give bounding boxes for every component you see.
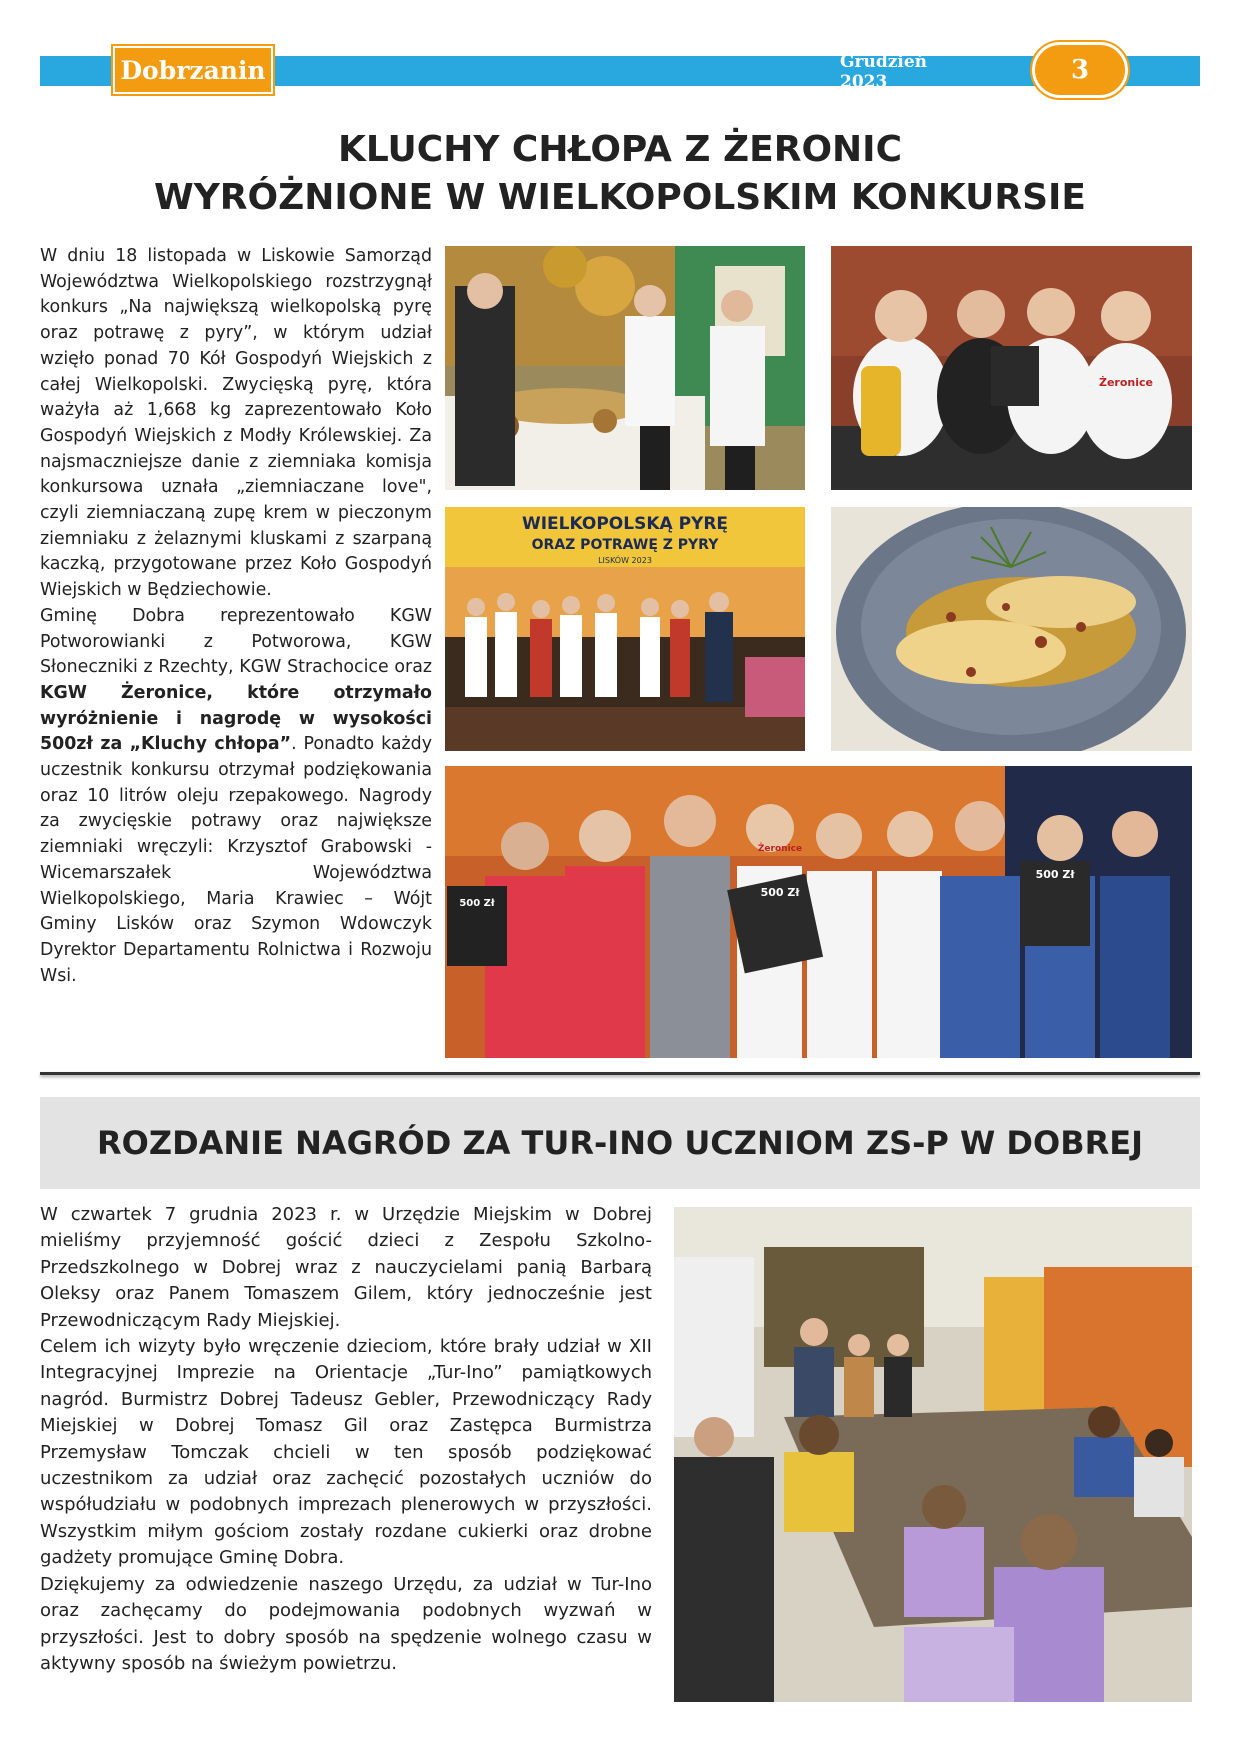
banner-line-3: LISKÓW 2023 xyxy=(598,556,652,565)
article2-paragraph-2: Celem ich wizyty było wręczenie dzieciom, które brały udział w XII Integracyjnej Imprezie na Orientacje „Tur-Ino” pamiątkowych nagród. Burmistrz Dobrej Tadeusz Gebler, Przewodniczący Rady Miejskiej w Dobrej Tomasz Gil oraz Zastępca Burmistrza Przemysław Tomczak chcieli w ten sposób podziękować uczestnikom za udział oraz zachęcić pozostałych uczniów do współudziału w podobnych imprezach plenerowych w przyszłości. Wszystkim miłym gościom zostały rozdane cukierki oraz drobne gadżety promujące Gminę Dobra. xyxy=(40,1336,652,1569)
photo-kluchy-chlopa-dish xyxy=(831,507,1192,751)
article1-body xyxy=(40,244,432,989)
article1-paragraph-2-end: . Ponadto każdy uczestnik konkursu otrzymał podziękowania oraz 10 litrów oleju rzepakowego. Nagrody za zwycięskie potrawy oraz największe ziemniaki wręczyli: Krzysztof Grabowski - Wicemarszałek Województwa Wielkopolskiego, Maria Krawiec – Wójt Gminy Lisków oraz Szymon Wdowczyk Dyrektor Departamentu Rolnictwa i Rozwoju Wsi. xyxy=(40,734,432,986)
photo-contest-table xyxy=(445,246,805,490)
article2-title: ROZDANIE NAGRÓD ZA TUR-INO UCZNIOM ZS-P W DOBREJ xyxy=(40,1097,1200,1189)
banner-line-2: ORAZ POTRAWĘ Z PYRY xyxy=(531,537,719,553)
publication-name: Dobrzanin xyxy=(113,46,273,94)
article1-paragraph-2-start: Gminę Dobra reprezentowało KGW Potworowianki z Potworowa, KGW Słoneczniki z Rzechty, KGW Strachocice oraz xyxy=(40,605,432,678)
article1-paragraph-2 xyxy=(40,604,432,990)
banner-line-1: WIELKOPOLSKĄ PYRĘ xyxy=(521,514,729,534)
prize-board-right: 500 Zł xyxy=(1035,868,1075,881)
article1-paragraph-2-bold: KGW Żeronice, które otrzymało wyróżnienie i nagrodę w wysokości 500zł za „Kluchy chłopa” xyxy=(40,682,432,755)
section-divider xyxy=(40,1072,1200,1075)
photo-shirt-text: Żeronice xyxy=(1098,376,1154,389)
article2-paragraph-3: Dziękujemy za odwiedzenie naszego Urzędu, za udział w Tur-Ino oraz zachęcamy do podejmowania podobnych wyzwań w przyszłości. Jest to dobry sposób na spędzenie wolnego czasu w aktywny sposób na świeżym powietrzu. xyxy=(40,1573,652,1674)
article1-title-line1: KLUCHY CHŁOPA Z ŻERONIC xyxy=(338,129,902,170)
page-number: 3 xyxy=(1032,42,1128,98)
article1-paragraph-1: W dniu 18 listopada w Liskowie Samorząd Województwa Wielkopolskiego rozstrzygnął konkurs „Na największą wielkopolską pyrę oraz potrawę z pyry”, w którym udział wzięło ponad 70 Kół Gospodyń Wiejskich z całej Wielkopolski. Zwycięską pyrę, która ważyła aż 1,668 kg zaprezentowało Koło Gospodyń Wiejskich z Modły Królewskiej. Za najsmaczniejsze danie z ziemniaka komisja konkursowa uznała „ziemniaczane love", czyli ziemniaczaną zupę krem w pieczonym ziemniaku z żelaznymi kluskami z szarpaną kaczką, przygotowane przez Koło Gospodyń Wiejskich w Będziechowie. xyxy=(40,246,432,601)
prize-board-left: 500 Zł xyxy=(459,898,495,909)
prize-board-center: 500 Zł xyxy=(760,886,800,899)
photo5-shirt-text: Żeronice xyxy=(757,844,803,854)
article1-title-line2: WYRÓŻNIONE W WIELKOPOLSKIM KONKURSIE xyxy=(154,177,1086,218)
article2-paragraph-1: W czwartek 7 grudnia 2023 r. w Urzędzie Miejskim w Dobrej mieliśmy przyjemność gościć dzieci z Zespołu Szkolno-Przedszkolnego w Dobrej wraz z nauczycielami panią Barbarą Oleksy oraz Panem Tomaszem Gilem, który jednocześnie jest Przewodniczącym Rady Miejskiej. xyxy=(40,1204,652,1331)
article1-title xyxy=(40,126,1200,222)
photo-children-meeting-room xyxy=(674,1207,1192,1702)
issue-date: Grudzień 2023 xyxy=(840,52,928,92)
photo-stage-banner xyxy=(445,507,805,751)
photo-kgw-zeronice-women xyxy=(831,246,1192,490)
article2-body xyxy=(40,1202,652,1677)
photo-award-group xyxy=(445,766,1192,1058)
